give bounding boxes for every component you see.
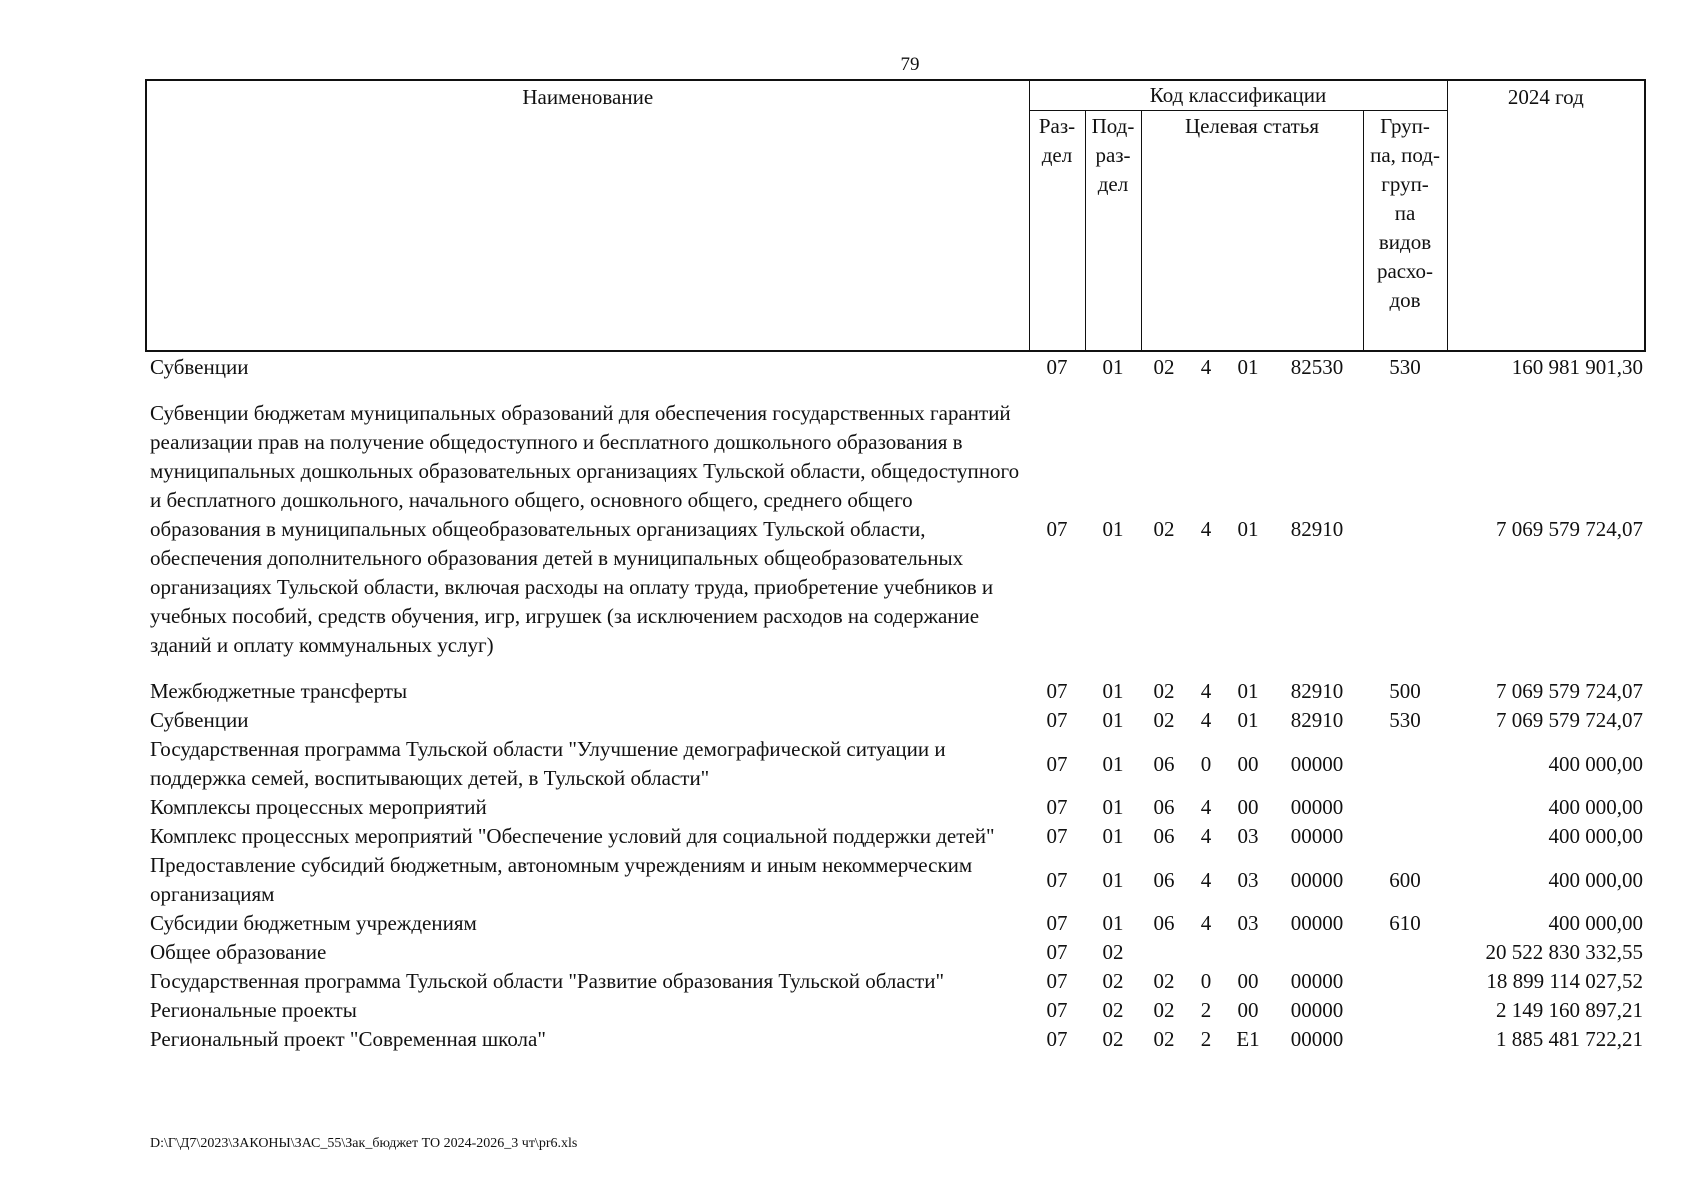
row-target-3: 03 [1237,911,1259,935]
row-razdel: 07 [1046,679,1068,703]
row-podrazdel: 01 [1102,708,1124,732]
row-razdel: 07 [1046,517,1068,541]
row-name: Межбюджетные трансферты [150,679,408,703]
row-razdel: 07 [1046,911,1068,935]
row-target-2: 4 [1200,795,1212,819]
row-group: 610 [1389,911,1421,935]
row-amount: 7 069 579 724,07 [1496,708,1644,732]
row-podrazdel: 01 [1102,517,1124,541]
row-group: 530 [1389,708,1421,732]
row-target-3: 00 [1237,969,1259,993]
row-target-4: 00000 [1290,1027,1344,1051]
row-target-3: 01 [1237,679,1259,703]
row-amount: 20 522 830 332,55 [1485,940,1644,964]
row-amount: 400 000,00 [1548,824,1644,848]
row-name: Субвенции бюджетам муниципальных образований для обеспечения государственных гарантий реализации прав на получение общедоступного и бесплатного дошкольного образования в муниципальных дошкольных образовательных организациях Тульской области, общедоступного и бесплатного дошкольного, начального общего, основного общего, среднего общего образования в муниципальных общеобразовательных организациях Тульской области, обеспечения дополнительного образования детей в муниципальных общеобразовательных организациях Тульской области, включая расходы на оплату труда, приобретение учебников и учебных пособий, средств обучения, игр, игрушек (за исключением расходов на содержание зданий и оплату коммунальных услуг) [150,401,1020,657]
page-number: 79 [900,54,920,75]
row-group [1363,996,1447,1025]
header-group: Груп- па, под- груп- па видов расхо- дов [1363,111,1447,352]
row-podrazdel: 01 [1102,751,1124,776]
row-razdel: 07 [1046,824,1068,848]
row-target-2: 0 [1200,751,1212,776]
row-target-1: 06 [1153,911,1175,935]
row-razdel: 07 [1046,867,1068,892]
row-target-1 [1141,938,1187,967]
row-target-4: 00000 [1290,911,1344,935]
table-body [146,351,1645,1054]
row-target-4: 82910 [1290,708,1344,732]
table-row [146,793,1645,822]
row-target-2 [1187,938,1225,967]
row-name: Комплекс процессных мероприятий "Обеспечение условий для социальной поддержки детей" [150,824,995,848]
header-target-article: Целевая статья [1141,111,1363,352]
table-row [146,967,1645,996]
row-target-3: 03 [1237,867,1259,892]
row-podrazdel: 01 [1102,867,1124,892]
row-group [1363,1025,1447,1054]
row-podrazdel: 02 [1102,940,1124,964]
row-amount: 400 000,00 [1548,867,1644,892]
row-name: Субвенции [150,355,249,379]
row-amount: 400 000,00 [1548,751,1644,776]
table-row [146,909,1645,938]
row-target-1: 06 [1153,795,1175,819]
row-target-1: 02 [1153,708,1175,732]
row-amount: 400 000,00 [1548,911,1644,935]
row-target-1: 02 [1153,998,1175,1022]
row-target-4: 00000 [1290,998,1344,1022]
budget-table [145,79,1646,1054]
table-row [146,822,1645,851]
row-group [1363,382,1447,677]
row-amount: 400 000,00 [1548,795,1644,819]
row-razdel: 07 [1046,708,1068,732]
row-target-3: 03 [1237,824,1259,848]
row-target-2: 0 [1200,969,1212,993]
row-target-4: 00000 [1290,824,1344,848]
table-row [146,351,1645,382]
table-row [146,938,1645,967]
row-target-1: 06 [1153,824,1175,848]
row-razdel: 07 [1046,355,1068,379]
row-group [1363,822,1447,851]
row-target-2: 4 [1200,679,1212,703]
table-row [146,996,1645,1025]
row-name: Государственная программа Тульской области "Развитие образования Тульской области" [150,969,945,993]
row-target-3: 00 [1237,751,1259,776]
header-code-group: Код классификации [1029,80,1447,111]
row-podrazdel: 01 [1102,824,1124,848]
row-amount: 2 149 160 897,21 [1496,998,1644,1022]
table-row [146,706,1645,735]
table-row [146,735,1645,793]
row-target-4: 00000 [1290,795,1344,819]
row-target-3: 01 [1237,355,1259,379]
row-target-3 [1225,938,1271,967]
row-podrazdel: 01 [1102,679,1124,703]
row-target-2: 4 [1200,867,1212,892]
row-target-2: 2 [1200,998,1212,1022]
row-target-1: 02 [1153,969,1175,993]
row-target-4: 82910 [1290,517,1344,541]
row-target-1: 02 [1153,679,1175,703]
row-target-3: E1 [1236,1027,1260,1051]
row-target-2: 4 [1200,824,1212,848]
row-name: Предоставление субсидий бюджетным, автономным учреждениям и иным некоммерческим организациям [150,853,973,906]
row-target-1: 06 [1153,751,1175,776]
header-year: 2024 год [1447,80,1645,351]
row-target-4: 00000 [1290,969,1344,993]
row-group: 530 [1389,355,1421,379]
header-razdel: Раз- дел [1029,111,1085,352]
row-target-4: 00000 [1290,867,1344,892]
row-target-2: 4 [1200,355,1212,379]
row-amount: 1 885 481 722,21 [1496,1027,1644,1051]
row-razdel: 07 [1046,795,1068,819]
row-name: Субсидии бюджетным учреждениям [150,911,477,935]
table-row [146,1025,1645,1054]
file-path-footer: D:\Г\Д7\2023\ЗАКОНЫ\ЗАС_55\Зак_бюджет ТО 2024-2026_3 чт\pr6.xls [150,1136,578,1151]
table-header [146,80,1645,351]
row-target-2: 2 [1200,1027,1212,1051]
row-target-2: 4 [1200,517,1212,541]
row-razdel: 07 [1046,940,1068,964]
row-group: 600 [1389,867,1421,892]
table-row [146,851,1645,909]
row-name: Региональные проекты [150,998,357,1022]
row-name: Общее образование [150,940,327,964]
row-target-4: 00000 [1290,751,1344,776]
row-name: Региональный проект "Современная школа" [150,1027,546,1051]
row-podrazdel: 02 [1102,969,1124,993]
row-amount: 7 069 579 724,07 [1496,517,1644,541]
row-razdel: 07 [1046,1027,1068,1051]
row-amount: 7 069 579 724,07 [1496,679,1644,703]
row-razdel: 07 [1046,751,1068,776]
row-name: Субвенции [150,708,249,732]
row-podrazdel: 02 [1102,998,1124,1022]
row-target-1: 02 [1153,355,1175,379]
row-target-4 [1271,938,1363,967]
header-podrazdel: Под- раз- дел [1085,111,1141,352]
row-target-1: 02 [1153,517,1175,541]
row-target-3: 01 [1237,708,1259,732]
row-target-4: 82530 [1290,355,1344,379]
row-target-2: 4 [1200,911,1212,935]
row-amount: 18 899 114 027,52 [1486,969,1644,993]
row-podrazdel: 02 [1102,1027,1124,1051]
table-row [146,382,1645,677]
row-group [1363,735,1447,793]
row-amount: 160 981 901,30 [1511,355,1644,379]
row-razdel: 07 [1046,969,1068,993]
row-group [1363,967,1447,996]
row-name: Комплексы процессных мероприятий [150,795,487,819]
row-target-4: 82910 [1290,679,1344,703]
row-podrazdel: 01 [1102,911,1124,935]
row-group: 500 [1389,679,1421,703]
row-group [1363,793,1447,822]
row-target-1: 02 [1153,1027,1175,1051]
row-podrazdel: 01 [1102,795,1124,819]
row-razdel: 07 [1046,998,1068,1022]
row-name: Государственная программа Тульской области "Улучшение демографической ситуации и поддержка семей, воспитывающих детей, в Тульской области" [150,737,946,790]
row-target-1: 06 [1153,867,1175,892]
row-target-3: 01 [1237,517,1259,541]
header-name: Наименование [146,80,1029,351]
row-podrazdel: 01 [1102,355,1124,379]
row-group [1363,938,1447,967]
row-target-3: 00 [1237,795,1259,819]
row-target-2: 4 [1200,708,1212,732]
row-target-3: 00 [1237,998,1259,1022]
table-row [146,677,1645,706]
